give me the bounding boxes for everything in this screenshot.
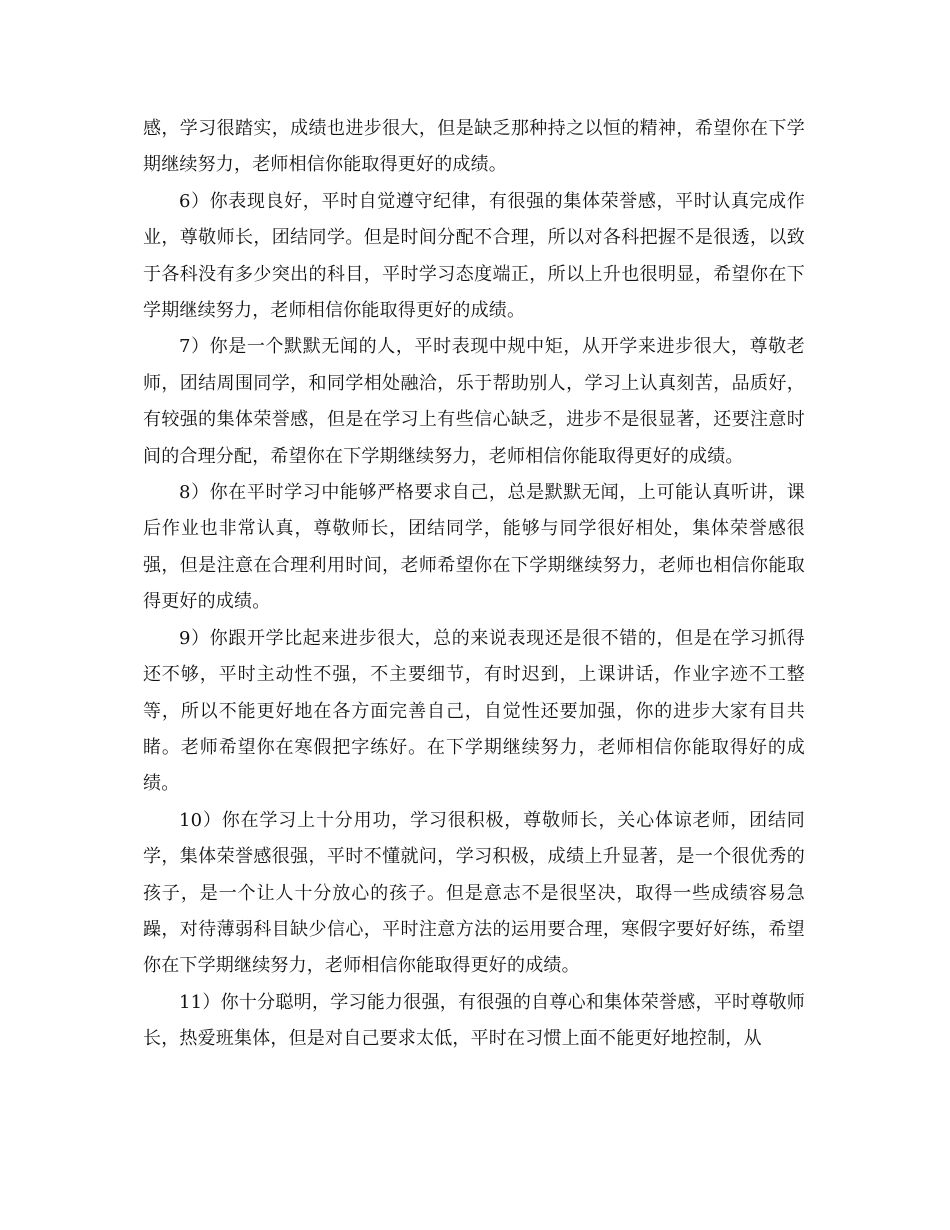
paragraph-comment-10: 10）你在学习上十分用功，学习很积极，尊敬师长，关心体谅老师，团结同学，集体荣誉感很强，平时不懂就问，学习积极，成绩上升显著，是一个很优秀的孩子，是一个让人十分放心的孩子。但是意志不是很坚决，取得一些成绩容易急躁，对待薄弱科目缺少信心，平时注意方法的运用要合理，寒假字要好好练，希望你在下学期继续努力，老师相信你能取得更好的成绩。 xyxy=(143,809,805,977)
paragraph-continuation: 感，学习很踏实，成绩也进步很大，但是缺乏那种持之以恒的精神，希望你在下学期继续努力，老师相信你能取得更好的成绩。 xyxy=(143,118,805,176)
paragraph-comment-6: 6）你表现良好，平时自觉遵守纪律，有很强的集体荣誉感，平时认真完成作业，尊敬师长，团结同学。但是时间分配不合理，所以对各科把握不是很透，以致于各科没有多少突出的科目，平时学习态度端正，所以上升也很明显，希望你在下学期继续努力，老师相信你能取得更好的成绩。 xyxy=(143,190,805,322)
paragraph-comment-11: 11）你十分聪明，学习能力很强，有很强的自尊心和集体荣誉感，平时尊敬师长，热爱班集体，但是对自己要求太低，平时在习惯上面不能更好地控制，从 xyxy=(143,991,805,1050)
paragraph-comment-9: 9）你跟开学比起来进步很大，总的来说表现还是很不错的，但是在学习抓得还不够，平时主动性不强，不主要细节，有时迟到，上课讲话，作业字迹不工整等，所以不能更好地在各方面完善自己，自觉性还要加强，你的进步大家有目共睹。老师希望你在寒假把字练好。在下学期继续努力，老师相信你能取得好的成绩。 xyxy=(143,627,805,795)
document-body xyxy=(143,111,805,1058)
paragraph-comment-8: 8）你在平时学习中能够严格要求自己，总是默默无闻，上可能认真听讲，课后作业也非常认真，尊敬师长，团结同学，能够与同学很好相处，集体荣誉感很强，但是注意在合理利用时间，老师希望你在下学期继续努力，老师也相信你能取得更好的成绩。 xyxy=(143,482,805,613)
paragraph-comment-7: 7）你是一个默默无闻的人，平时表现中规中矩，从开学来进步很大，尊敬老师，团结周围同学，和同学相处融洽，乐于帮助别人，学习上认真刻苦，品质好，有较强的集体荣誉感，但是在学习上有些信心缺乏，进步不是很显著，还要注意时间的合理分配，希望你在下学期继续努力，老师相信你能取得更好的成绩。 xyxy=(143,336,805,467)
